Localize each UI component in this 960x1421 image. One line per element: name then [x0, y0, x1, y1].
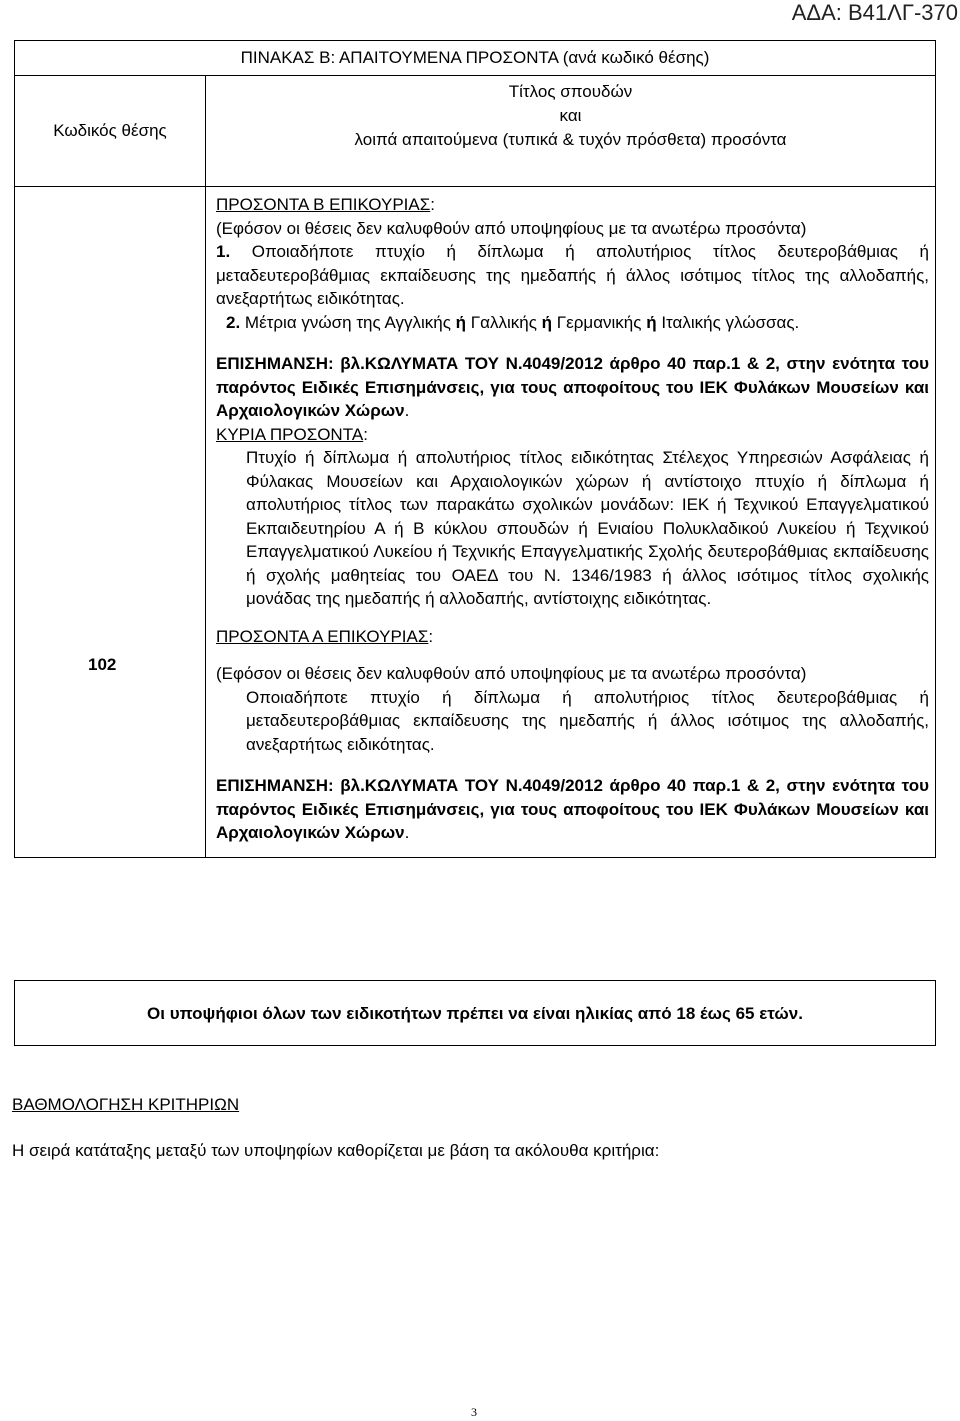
a-section: ΠΡΟΣΟΝΤΑ Α ΕΠΙΚΟΥΡΙΑΣ:: [216, 626, 434, 646]
main-section-heading: ΚΥΡΙΑ ΠΡΟΣΟΝΤΑ:: [216, 424, 368, 444]
b-condition: (Εφόσον οι θέσεις δεν καλυφθούν από υποψηφίους με τα ανωτέρω προσόντα): [216, 218, 807, 238]
col-title-header-line2: και: [559, 106, 582, 125]
b-item-2-p4: Ιταλικής γλώσσας.: [661, 312, 800, 332]
ada-code: ΑΔΑ: Β41ΛΓ-370: [791, 0, 958, 25]
b-item-2-or-2: ή: [541, 312, 553, 332]
page-number: 3: [471, 1405, 477, 1419]
b-heading: ΠΡΟΣΟΝΤΑ Β ΕΠΙΚΟΥΡΙΑΣ: [216, 195, 431, 214]
col-title-header-line1: Τίτλος σπουδών: [508, 82, 633, 101]
qualifications-cell: [206, 187, 936, 858]
b-section: ΠΡΟΣΟΝΤΑ Β ΕΠΙΚΟΥΡΙΑΣ:: [216, 195, 435, 214]
notice-1-text: ΕΠΙΣΗΜΑΝΣΗ: βλ.ΚΩΛΥΜΑΤΑ ΤΟΥ Ν.4049/2012 άρθρο 40 παρ.1 & 2, στην ενότητα του παρόντος Ειδικές Επισημάνσεις, για τους αποφοίτους του ΙΕΚ Φυλάκων Μουσείων και Αρχαιολογικών Χώρων: [216, 354, 929, 420]
position-code: 102: [88, 655, 117, 674]
main-text: Πτυχίο ή δίπλωμα ή απολυτήριος τίτλος ειδικότητας Στέλεχος Υπηρεσιών Ασφάλειας ή Φύλακας Μουσείων και Αρχαιολογικών χώρων ή αντίστοιχο πτυχίο ή δίπλωμα ή απολυτήριος τίτλος των παρακάτω σχολικών μονάδων: ΙΕΚ ή Τεχνικού Επαγγελματικού Εκπαιδευτηρίου Α ή Β κύκλου σπουδών ή Ενιαίου Πολυκλαδικού Λυκείου ή Τεχνικού Επαγγελματικού Λυκείου ή Τεχνικής Επαγγελματικής Σχολής δευτεροβάθμιας εκπαίδευσης ή σχολής μαθητείας του ΟΑΕΔ του Ν. 1346/1983 ή άλλος ισότιμος τίτλος σχολικής μονάδας της ημεδαπής ή αλλοδαπής, αντίστοιχης ειδικότητας.: [246, 448, 929, 608]
a-text: Οποιαδήποτε πτυχίο ή δίπλωμα ή απολυτήριος τίτλος δευτεροβάθμιας ή μεταδευτεροβάθμιας εκπαίδευσης της ημεδαπής ή άλλος ισότιμος της αλλοδαπής, ανεξαρτήτως ειδικότητας.: [246, 687, 929, 754]
a-heading: ΠΡΟΣΟΝΤΑ Α ΕΠΙΚΟΥΡΙΑΣ: [216, 626, 429, 646]
age-notice: Οι υποψήφιοι όλων των ειδικοτήτων πρέπει να είναι ηλικίας από 18 έως 65 ετών.: [14, 980, 936, 1046]
b-item-2-p1: Μέτρια γνώση της Αγγλικής: [244, 312, 451, 332]
a-condition: (Εφόσον οι θέσεις δεν καλυφθούν από υποψηφίους με τα ανωτέρω προσόντα): [216, 664, 807, 683]
b-item-2-or-3: ή: [646, 312, 657, 332]
b-item-2-p2: Γαλλικής: [470, 312, 537, 332]
col-code-header: Κωδικός θέσης: [15, 76, 206, 187]
notice-2: ΕΠΙΣΗΜΑΝΣΗ: βλ.ΚΩΛΥΜΑΤΑ ΤΟΥ Ν.4049/2012 άρθρο 40 παρ.1 & 2, στην ενότητα του παρόντος Ειδικές Επισημάνσεις, για τους αποφοίτους του ΙΕΚ Φυλάκων Μουσείων και Αρχαιολογικών Χώρων.: [216, 776, 929, 842]
b-item-2-or-1: ή: [455, 312, 467, 332]
notice-1: ΕΠΙΣΗΜΑΝΣΗ: βλ.ΚΩΛΥΜΑΤΑ ΤΟΥ Ν.4049/2012 άρθρο 40 παρ.1 & 2, στην ενότητα του παρόντος Ειδικές Επισημάνσεις, για τους αποφοίτους του ΙΕΚ Φυλάκων Μουσείων και Αρχαιολογικών Χώρων.: [216, 354, 929, 420]
b-item-1: [216, 240, 929, 311]
b-item-2-p3: Γερμανικής: [556, 312, 642, 332]
code-cell: [15, 187, 206, 858]
col-title-header: [206, 76, 936, 187]
notice-2-text: ΕΠΙΣΗΜΑΝΣΗ: βλ.ΚΩΛΥΜΑΤΑ ΤΟΥ Ν.4049/2012 άρθρο 40 παρ.1 & 2, στην ενότητα του παρόντος Ειδικές Επισημάνσεις, για τους αποφοίτους του ΙΕΚ Φυλάκων Μουσείων και Αρχαιολογικών Χώρων: [216, 776, 929, 842]
b-item-1-num: 1.: [216, 242, 231, 261]
b-item-2: [216, 311, 929, 335]
criteria-title: ΒΑΘΜΟΛΟΓΗΣΗ ΚΡΙΤΗΡΙΩΝ: [12, 1095, 240, 1114]
qualifications-table: [14, 40, 936, 858]
b-item-2-num: 2.: [226, 312, 241, 332]
col-title-header-line3: λοιπά απαιτούμενα (τυπικά & τυχόν πρόσθετα) προσόντα: [354, 130, 787, 149]
criteria-text: Η σειρά κατάταξης μεταξύ των υποψηφίων καθορίζεται με βάση τα ακόλουθα κριτήρια:: [12, 1141, 660, 1160]
main-heading: ΚΥΡΙΑ ΠΡΟΣΟΝΤΑ: [216, 424, 364, 444]
table-title: ΠΙΝΑΚΑΣ Β: ΑΠΑΙΤΟΥΜΕΝΑ ΠΡΟΣΟΝΤΑ (ανά κωδικό θέσης): [15, 41, 936, 76]
b-item-1-text: Οποιαδήποτε πτυχίο ή δίπλωμα ή απολυτήριος τίτλος δευτεροβάθμιας ή μεταδευτεροβάθμιας εκπαίδευσης της ημεδαπής ή άλλος ισότιμος τίτλος της αλλοδαπής, ανεξαρτήτως ειδικότητας.: [216, 242, 929, 308]
